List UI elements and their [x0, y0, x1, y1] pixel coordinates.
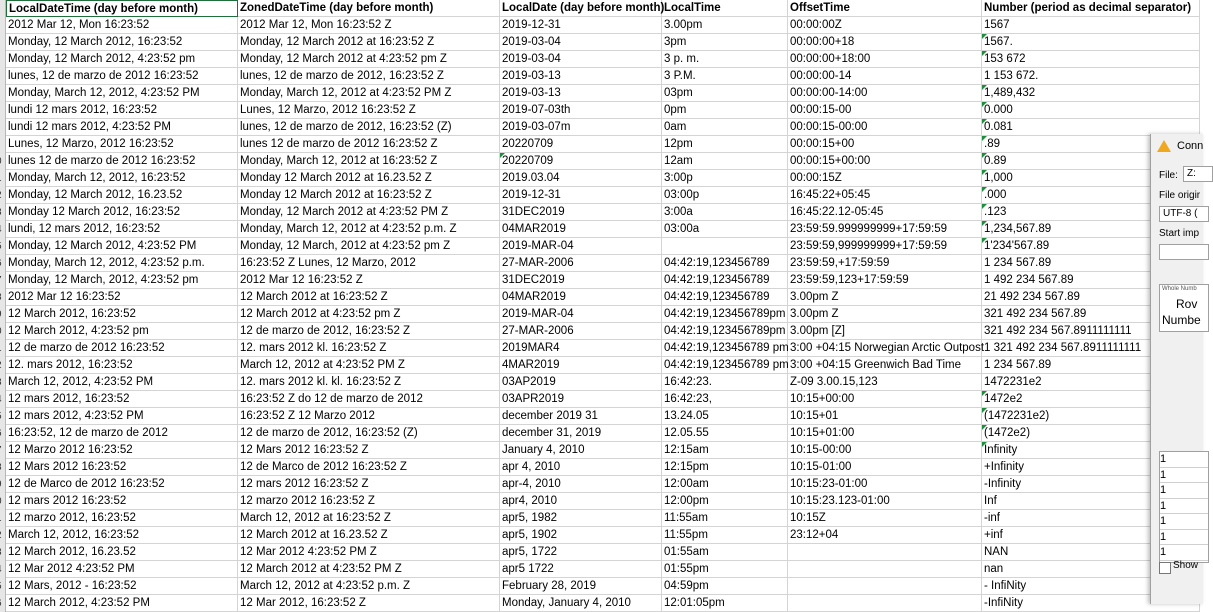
cell-number[interactable]: 1472231e2 [982, 374, 1200, 391]
cell-localdatetime[interactable]: lundi, 12 mars 2012, 16:23:52 [6, 221, 238, 238]
cell-localdatetime[interactable]: 12 March 2012, 4:23:52 PM [6, 595, 238, 612]
cell-number[interactable]: -Infinity [982, 476, 1200, 493]
cell-localdate[interactable]: december 2019 31 [500, 408, 662, 425]
cell-offsettime[interactable]: 00:00:00-14 [788, 68, 982, 85]
cell-localtime[interactable]: 0am [662, 119, 788, 136]
header-row [0, 0, 1200, 17]
cell-localdatetime[interactable]: 12 Mars 2012 16:23:52 [6, 459, 238, 476]
table-row [0, 255, 1200, 272]
cell-zoneddatetime[interactable]: 12 de Marco de 2012 16:23:52 Z [238, 459, 500, 476]
cell-localtime[interactable]: 0pm [662, 102, 788, 119]
cell-offsettime[interactable]: 00:00:15+00:00 [788, 153, 982, 170]
cell-zoneddatetime[interactable]: 2012 Mar 12 16:23:52 Z [238, 272, 500, 289]
dialog-title: Conn [1177, 140, 1204, 152]
cell-localdate[interactable]: 20220709 [500, 136, 662, 153]
cell-localdatetime[interactable]: Monday, March 12, 2012, 16:23:52 [6, 170, 238, 187]
cell-localdate[interactable]: 2019-03-13 [500, 68, 662, 85]
cell-offsettime[interactable]: 16:45:22.12-05:45 [788, 204, 982, 221]
cell-localdate[interactable]: 04MAR2019 [500, 221, 662, 238]
cell-localtime[interactable]: 04:42:19,123456789 pm [662, 357, 788, 374]
cell-localdate[interactable]: 2019-03-04 [500, 34, 662, 51]
preview-number-item: 1 [1160, 499, 1208, 515]
origin-select[interactable]: UTF-8 ( [1159, 206, 1209, 222]
table-row [0, 510, 1200, 527]
cell-localtime[interactable]: 04:42:19,123456789pm [662, 306, 788, 323]
cell-offsettime[interactable]: 3.00pm Z [788, 306, 982, 323]
cell-zoneddatetime[interactable]: 16:23:52 Z do 12 de marzo de 2012 [238, 391, 500, 408]
table-row [0, 221, 1200, 238]
cell-localtime[interactable]: 3pm [662, 34, 788, 51]
cell-localtime[interactable]: 12:15pm [662, 459, 788, 476]
cell-offsettime[interactable]: 10:15-00:00 [788, 442, 982, 459]
cell-localtime[interactable]: 03pm [662, 85, 788, 102]
cell-localtime[interactable]: 12:15am [662, 442, 788, 459]
cell-localtime[interactable]: 01:55am [662, 544, 788, 561]
cell-localtime[interactable]: 3.00pm [662, 17, 788, 34]
table-row [0, 68, 1200, 85]
cell-zoneddatetime[interactable]: Monday, 12 March, 2012 at 4:23:52 pm Z [238, 238, 500, 255]
cell-number[interactable]: -InfiNity [982, 595, 1200, 612]
cell-offsettime[interactable]: 10:15+00:00 [788, 391, 982, 408]
cell-localdatetime[interactable]: Monday, 12 March, 2012, 4:23:52 pm [6, 272, 238, 289]
cell-offsettime[interactable]: Z-09 3.00.15,123 [788, 374, 982, 391]
cell-zoneddatetime[interactable]: 12 de marzo de 2012, 16:23:52 Z [238, 323, 500, 340]
cell-zoneddatetime[interactable]: Monday, March 12, 2012 at 4:23:52 p.m. Z [238, 221, 500, 238]
cell-zoneddatetime[interactable]: Monday 12 March 2012 at 16.23.52 Z [238, 170, 500, 187]
cell-number[interactable]: 1,234,567.89 [982, 221, 1200, 238]
cell-localdate[interactable]: apr 4, 2010 [500, 459, 662, 476]
table-row [0, 544, 1200, 561]
preview-number-label: Numbe [1162, 313, 1201, 327]
cell-localdatetime[interactable]: lunes, 12 de marzo de 2012 16:23:52 [6, 68, 238, 85]
preview-number-item: 1 [1160, 530, 1208, 546]
cell-zoneddatetime[interactable]: Monday, 12 March 2012 at 4:23:52 PM Z [238, 204, 500, 221]
cell-localtime[interactable] [662, 238, 788, 255]
cell-number[interactable]: 1'234'567.89 [982, 238, 1200, 255]
cell-localdatetime[interactable]: 12 de Marco de 2012 16:23:52 [6, 476, 238, 493]
cell-offsettime[interactable]: 00:00:00+18 [788, 34, 982, 51]
cell-number[interactable]: 1,000 [982, 170, 1200, 187]
cell-number[interactable]: (1472231e2) [982, 408, 1200, 425]
cell-localtime[interactable]: 3:00p [662, 170, 788, 187]
cell-offsettime[interactable]: 00:00:15-00 [788, 102, 982, 119]
cell-localtime[interactable]: 3 P.M. [662, 68, 788, 85]
cell-offsettime[interactable]: 00:00:00-14:00 [788, 85, 982, 102]
preview-small-label: Whole Numb [1162, 286, 1197, 292]
table-row [0, 204, 1200, 221]
cell-localtime[interactable]: 04:42:19,123456789 [662, 255, 788, 272]
cell-number[interactable]: nan [982, 561, 1200, 578]
cell-localdatetime[interactable]: Monday, 12 March 2012, 16.23.52 [6, 187, 238, 204]
cell-offsettime[interactable]: 10:15Z [788, 510, 982, 527]
cell-localtime[interactable]: 3:00a [662, 204, 788, 221]
cell-zoneddatetime[interactable]: Monday, March 12, 2012 at 4:23:52 PM Z [238, 85, 500, 102]
table-row [0, 459, 1200, 476]
cell-localtime[interactable]: 03:00a [662, 221, 788, 238]
preview-number-item: 1 [1160, 483, 1208, 499]
cell-localdatetime[interactable]: lunes 12 de marzo de 2012 16:23:52 [6, 153, 238, 170]
cell-localtime[interactable]: 04:42:19,123456789 [662, 272, 788, 289]
show-checkbox-label: Show [1173, 560, 1199, 571]
cell-zoneddatetime[interactable]: 16:23:52 Z 12 Marzo 2012 [238, 408, 500, 425]
table-row [0, 238, 1200, 255]
cell-offsettime[interactable]: 16:45:22+05:45 [788, 187, 982, 204]
table-row [0, 527, 1200, 544]
cell-zoneddatetime[interactable]: 12 March 2012 at 4:23:52 pm Z [238, 306, 500, 323]
cell-number[interactable]: 321 492 234 567.8911111111 [982, 323, 1200, 340]
cell-zoneddatetime[interactable]: 16:23:52 Z Lunes, 12 Marzo, 2012 [238, 255, 500, 272]
cell-localdatetime[interactable]: 12 Mars, 2012 - 16:23:52 [6, 578, 238, 595]
cell-localdatetime[interactable]: 12 mars 2012 16:23:52 [6, 493, 238, 510]
cell-offsettime[interactable]: 23:59:59,999999999+17:59:59 [788, 238, 982, 255]
cell-localdatetime[interactable]: 12 March 2012, 16:23:52 [6, 306, 238, 323]
warning-icon [1157, 140, 1171, 152]
header-offsettime[interactable]: OffsetTime [788, 0, 982, 17]
cell-localtime[interactable]: 11:55pm [662, 527, 788, 544]
cell-localtime[interactable]: 11:55am [662, 510, 788, 527]
cell-localdate[interactable]: February 28, 2019 [500, 578, 662, 595]
cell-localtime[interactable]: 12am [662, 153, 788, 170]
cell-zoneddatetime[interactable]: 12 March 2012 at 4:23:52 PM Z [238, 561, 500, 578]
cell-zoneddatetime[interactable]: 12 mars 2012 16:23:52 Z [238, 476, 500, 493]
table-row [0, 272, 1200, 289]
cell-zoneddatetime[interactable]: 12 March 2012 at 16:23:52 Z [238, 289, 500, 306]
cell-localdate[interactable]: 2019MAR4 [500, 340, 662, 357]
cell-zoneddatetime[interactable]: March 12, 2012 at 4:23:52 PM Z [238, 357, 500, 374]
cell-localdatetime[interactable]: Monday 12 March 2012, 16:23:52 [6, 204, 238, 221]
cell-localtime[interactable]: 12.05.55 [662, 425, 788, 442]
table-row [0, 374, 1200, 391]
cell-localtime[interactable]: 16:42:23. [662, 374, 788, 391]
cell-number[interactable]: +Infinity [982, 459, 1200, 476]
table-row [0, 493, 1200, 510]
cell-localdate[interactable]: 2019-12-31 [500, 187, 662, 204]
header-number[interactable]: Number (period as decimal separator) [982, 0, 1200, 17]
table-row [0, 340, 1200, 357]
cell-localdate[interactable]: december 31, 2019 [500, 425, 662, 442]
cell-localtime[interactable]: 04:42:19,123456789 [662, 289, 788, 306]
table-row [0, 119, 1200, 136]
cell-localdatetime[interactable]: 12 de marzo de 2012 16:23:52 [6, 340, 238, 357]
cell-localdatetime[interactable]: 12. mars 2012, 16:23:52 [6, 357, 238, 374]
cell-number[interactable]: 0.89 [982, 153, 1200, 170]
cell-offsettime[interactable]: 10:15:23-01:00 [788, 476, 982, 493]
cell-number[interactable]: 1,489,432 [982, 85, 1200, 102]
start-import-field[interactable] [1159, 244, 1209, 260]
cell-localdatetime[interactable]: Monday, 12 March 2012, 4:23:52 pm [6, 51, 238, 68]
cell-number[interactable]: 0.081 [982, 119, 1200, 136]
cell-zoneddatetime[interactable]: 12 marzo 2012 16:23:52 Z [238, 493, 500, 510]
cell-number[interactable]: 1 321 492 234 567.8911111111 [982, 340, 1200, 357]
header-localdate[interactable]: LocalDate (day before month) [500, 0, 662, 17]
cell-zoneddatetime[interactable]: Monday, 12 March 2012 at 16:23:52 Z [238, 34, 500, 51]
start-import-label: Start imp [1159, 228, 1200, 239]
cell-offsettime[interactable]: 00:00:00Z [788, 17, 982, 34]
cell-zoneddatetime[interactable]: 12 de marzo de 2012, 16:23:52 (Z) [238, 425, 500, 442]
cell-zoneddatetime[interactable]: 12. mars 2012 kl. kl. 16:23:52 Z [238, 374, 500, 391]
cell-localdate[interactable]: apr5, 1902 [500, 527, 662, 544]
cell-offsettime[interactable]: 00:00:00+18:00 [788, 51, 982, 68]
cell-localdate[interactable]: 2019-MAR-04 [500, 306, 662, 323]
cell-localdatetime[interactable]: 12 mars 2012, 4:23:52 PM [6, 408, 238, 425]
cell-offsettime[interactable] [788, 544, 982, 561]
cell-localdate[interactable]: 2019-03-07m [500, 119, 662, 136]
cell-zoneddatetime[interactable]: 12 Mars 2012 16:23:52 Z [238, 442, 500, 459]
cell-zoneddatetime[interactable]: lunes, 12 de marzo de 2012, 16:23:52 Z [238, 68, 500, 85]
cell-localdatetime[interactable]: 12 Marzo 2012 16:23:52 [6, 442, 238, 459]
cell-number[interactable]: .123 [982, 204, 1200, 221]
cell-localdatetime[interactable]: 12 Mar 2012 4:23:52 PM [6, 561, 238, 578]
cell-zoneddatetime[interactable]: 12. mars 2012 kl. 16:23:52 Z [238, 340, 500, 357]
cell-localdate[interactable]: 27-MAR-2006 [500, 323, 662, 340]
table-row [0, 102, 1200, 119]
cell-localdatetime[interactable]: 2012 Mar 12, Mon 16:23:52 [6, 17, 238, 34]
header-localdatetime[interactable]: LocalDateTime (day before month) [6, 0, 238, 17]
cell-number[interactable]: 321 492 234 567.89 [982, 306, 1200, 323]
table-row [0, 323, 1200, 340]
cell-number[interactable]: 1 234 567.89 [982, 357, 1200, 374]
table-row [0, 85, 1200, 102]
cell-localdate[interactable]: apr5, 1722 [500, 544, 662, 561]
cell-number[interactable]: 1 492 234 567.89 [982, 272, 1200, 289]
cell-localdate[interactable]: 20220709 [500, 153, 662, 170]
cell-zoneddatetime[interactable]: 12 Mar 2012 4:23:52 PM Z [238, 544, 500, 561]
cell-number[interactable]: 0.000 [982, 102, 1200, 119]
preview-number-list [1159, 451, 1209, 563]
cell-number[interactable]: Infinity [982, 442, 1200, 459]
cell-localtime[interactable]: 04:42:19,123456789 pm [662, 340, 788, 357]
cell-localdate[interactable]: 04MAR2019 [500, 289, 662, 306]
cell-localdate[interactable]: 2019-MAR-04 [500, 238, 662, 255]
cell-localdate[interactable]: apr5, 1982 [500, 510, 662, 527]
cell-zoneddatetime[interactable]: March 12, 2012 at 16:23:52 Z [238, 510, 500, 527]
cell-number[interactable]: - InfiNity [982, 578, 1200, 595]
table-row [0, 289, 1200, 306]
preview-panel [1159, 284, 1209, 332]
table-row [0, 442, 1200, 459]
table-row [0, 170, 1200, 187]
cell-localdate[interactable]: apr5 1722 [500, 561, 662, 578]
cell-localtime[interactable]: 12:01:05pm [662, 595, 788, 612]
cell-offsettime[interactable] [788, 578, 982, 595]
cell-localdate[interactable]: 2019-12-31 [500, 17, 662, 34]
cell-number[interactable]: .000 [982, 187, 1200, 204]
cell-zoneddatetime[interactable]: 12 Mar 2012, 16:23:52 Z [238, 595, 500, 612]
cell-number[interactable]: 153 672 [982, 51, 1200, 68]
cell-localtime[interactable]: 13.24.05 [662, 408, 788, 425]
cell-number[interactable]: 1 234 567.89 [982, 255, 1200, 272]
cell-offsettime[interactable]: 3:00 +04:15 Greenwich Bad Time [788, 357, 982, 374]
cell-localdate[interactable]: 2019-07-03th [500, 102, 662, 119]
file-field[interactable]: Z: [1183, 166, 1213, 182]
cell-localdate[interactable]: 2019-03-13 [500, 85, 662, 102]
table-row [0, 561, 1200, 578]
cell-localtime[interactable]: 3 p. m. [662, 51, 788, 68]
cell-localtime[interactable]: 03:00p [662, 187, 788, 204]
cell-localdatetime[interactable]: Monday, 12 March 2012, 16:23:52 [6, 34, 238, 51]
cell-offsettime[interactable]: 3.00pm [Z] [788, 323, 982, 340]
cell-localdatetime[interactable]: Monday, March 12, 2012, 4:23:52 PM [6, 85, 238, 102]
cell-localdatetime[interactable]: 16:23:52, 12 de marzo de 2012 [6, 425, 238, 442]
table-row [0, 136, 1200, 153]
cell-number[interactable]: +inf [982, 527, 1200, 544]
cell-zoneddatetime[interactable]: lunes 12 de marzo de 2012 16:23:52 Z [238, 136, 500, 153]
cell-offsettime[interactable]: 23:59:59,123+17:59:59 [788, 272, 982, 289]
cell-zoneddatetime[interactable]: Monday, 12 March 2012 at 4:23:52 pm Z [238, 51, 500, 68]
cell-localdate[interactable]: 4MAR2019 [500, 357, 662, 374]
table-row [0, 476, 1200, 493]
show-checkbox[interactable] [1159, 562, 1171, 574]
cell-number[interactable]: Inf [982, 493, 1200, 510]
cell-localtime[interactable]: 04:42:19,123456789pm [662, 323, 788, 340]
cell-localdate[interactable]: Monday, January 4, 2010 [500, 595, 662, 612]
cell-localdatetime[interactable]: March 12, 2012, 4:23:52 PM [6, 374, 238, 391]
cell-localdatetime[interactable]: Monday, March 12, 2012, 4:23:52 p.m. [6, 255, 238, 272]
cell-localdatetime[interactable]: 12 March 2012, 16.23.52 [6, 544, 238, 561]
cell-localdate[interactable]: 27-MAR-2006 [500, 255, 662, 272]
cell-zoneddatetime[interactable]: March 12, 2012 at 4:23:52 p.m. Z [238, 578, 500, 595]
cell-number[interactable]: NAN [982, 544, 1200, 561]
table-row [0, 391, 1200, 408]
cell-localdatetime[interactable]: Lunes, 12 Marzo, 2012 16:23:52 [6, 136, 238, 153]
table-row [0, 153, 1200, 170]
cell-offsettime[interactable]: 10:15+01 [788, 408, 982, 425]
cell-number[interactable]: -inf [982, 510, 1200, 527]
cell-localdatetime[interactable]: 2012 Mar 12 16:23:52 [6, 289, 238, 306]
cell-zoneddatetime[interactable]: 2012 Mar 12, Mon 16:23:52 Z [238, 17, 500, 34]
cell-offsettime[interactable]: 3:00 +04:15 Norwegian Arctic Outpost [788, 340, 982, 357]
file-label: File: [1159, 170, 1178, 181]
table-row [0, 578, 1200, 595]
cell-localdatetime[interactable]: lundi 12 mars 2012, 16:23:52 [6, 102, 238, 119]
cell-localdatetime[interactable]: March 12, 2012, 16:23:52 [6, 527, 238, 544]
cell-offsettime[interactable]: 00:00:15Z [788, 170, 982, 187]
cell-offsettime[interactable]: 23:59:59.999999999+17:59:59 [788, 221, 982, 238]
cell-number[interactable]: 1567. [982, 34, 1200, 51]
table-row [0, 17, 1200, 34]
cell-number[interactable]: 1472e2 [982, 391, 1200, 408]
preview-number-item: 1 [1160, 545, 1208, 561]
cell-zoneddatetime[interactable]: 12 March 2012 at 16.23.52 Z [238, 527, 500, 544]
cell-number[interactable]: .89 [982, 136, 1200, 153]
cell-localtime[interactable]: 12pm [662, 136, 788, 153]
cell-localdate[interactable]: 31DEC2019 [500, 204, 662, 221]
table-row [0, 595, 1200, 612]
cell-offsettime[interactable]: 23:59:59,+17:59:59 [788, 255, 982, 272]
cell-number[interactable]: (1472e2) [982, 425, 1200, 442]
cell-localdate[interactable]: apr-4, 2010 [500, 476, 662, 493]
cell-offsettime[interactable] [788, 561, 982, 578]
table-row [0, 51, 1200, 68]
origin-label: File origir [1159, 190, 1201, 201]
cell-localdate[interactable]: January 4, 2010 [500, 442, 662, 459]
cell-offsettime[interactable]: 10:15:23.123-01:00 [788, 493, 982, 510]
table-row [0, 306, 1200, 323]
cell-localtime[interactable]: 01:55pm [662, 561, 788, 578]
table-row [0, 357, 1200, 374]
cell-offsettime[interactable] [788, 595, 982, 612]
cell-offsettime[interactable]: 00:00:15-00:00 [788, 119, 982, 136]
cell-localdate[interactable]: apr4, 2010 [500, 493, 662, 510]
cell-localdate[interactable]: 2019-03-04 [500, 51, 662, 68]
table-row [0, 187, 1200, 204]
table-row [0, 408, 1200, 425]
preview-number-item: 1 [1160, 452, 1208, 468]
cell-localdatetime[interactable]: 12 marzo 2012, 16:23:52 [6, 510, 238, 527]
preview-number-item: 1 [1160, 468, 1208, 484]
cell-offsettime[interactable]: 10:15+01:00 [788, 425, 982, 442]
cell-localtime[interactable]: 16:42:23, [662, 391, 788, 408]
cell-zoneddatetime[interactable]: lunes, 12 de marzo de 2012, 16:23:52 (Z) [238, 119, 500, 136]
table-row [0, 34, 1200, 51]
cell-localtime[interactable]: 12:00am [662, 476, 788, 493]
cell-zoneddatetime[interactable]: Monday, March 12, 2012 at 16:23:52 Z [238, 153, 500, 170]
cell-localdatetime[interactable]: Monday, 12 March 2012, 4:23:52 PM [6, 238, 238, 255]
cell-localdatetime[interactable]: 12 mars 2012, 16:23:52 [6, 391, 238, 408]
cell-offsettime[interactable]: 10:15-01:00 [788, 459, 982, 476]
cell-number[interactable]: 1567 [982, 17, 1200, 34]
cell-offsettime[interactable]: 00:00:15+00 [788, 136, 982, 153]
preview-row-label: Rov [1176, 297, 1198, 311]
cell-localdate[interactable]: 03AP2019 [500, 374, 662, 391]
cell-zoneddatetime[interactable]: Monday 12 March 2012 at 16:23:52 Z [238, 187, 500, 204]
cell-zoneddatetime[interactable]: Lunes, 12 Marzo, 2012 16:23:52 Z [238, 102, 500, 119]
cell-localtime[interactable]: 04:59pm [662, 578, 788, 595]
cell-offsettime[interactable]: 23:12+04 [788, 527, 982, 544]
table-row [0, 425, 1200, 442]
cell-localdatetime[interactable]: lundi 12 mars 2012, 4:23:52 PM [6, 119, 238, 136]
header-localtime[interactable]: LocalTime [662, 0, 788, 17]
cell-localdate[interactable]: 31DEC2019 [500, 272, 662, 289]
cell-number[interactable]: 21 492 234 567.89 [982, 289, 1200, 306]
cell-localdatetime[interactable]: 12 March 2012, 4:23:52 pm [6, 323, 238, 340]
cell-number[interactable]: 1 153 672. [982, 68, 1200, 85]
cell-offsettime[interactable]: 3.00pm Z [788, 289, 982, 306]
import-dialog[interactable] [1150, 134, 1203, 604]
preview-number-item: 1 [1160, 514, 1208, 530]
cell-localdate[interactable]: 2019.03.04 [500, 170, 662, 187]
cell-localtime[interactable]: 12:00pm [662, 493, 788, 510]
cell-localdate[interactable]: 03APR2019 [500, 391, 662, 408]
header-zoneddatetime[interactable]: ZonedDateTime (day before month) [238, 0, 500, 17]
